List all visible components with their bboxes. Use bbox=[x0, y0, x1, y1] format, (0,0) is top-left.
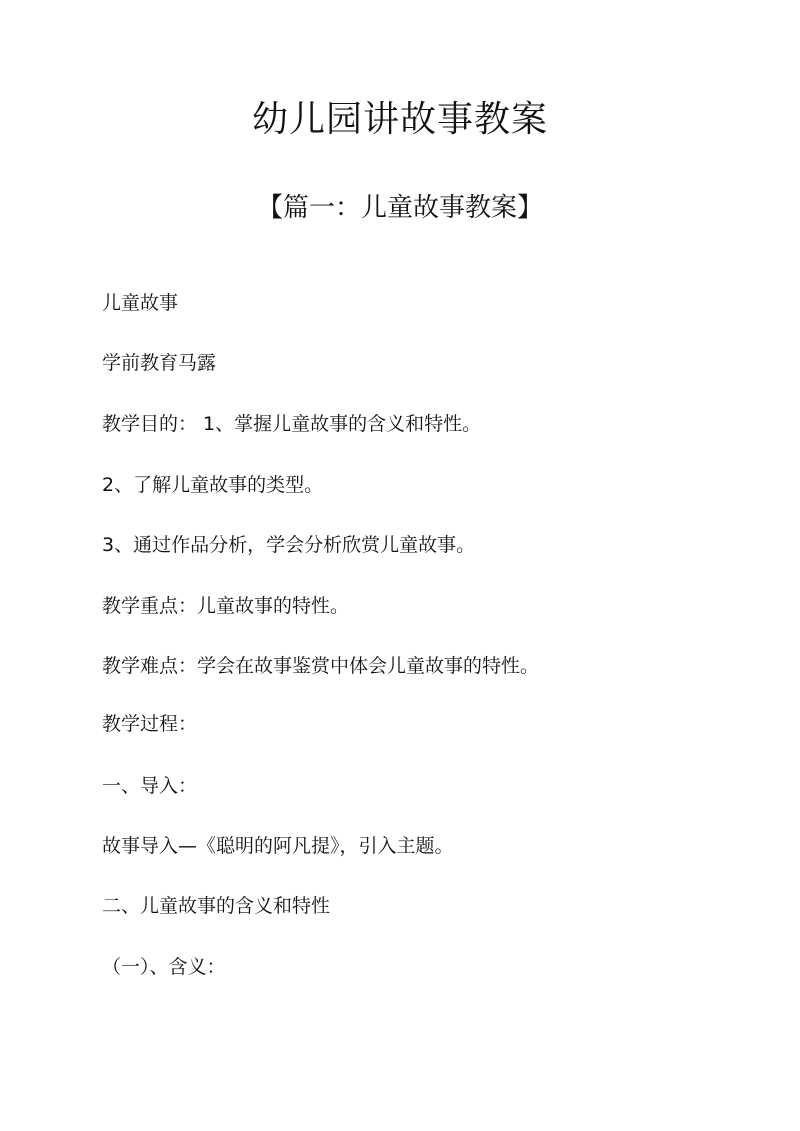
document-title: 幼儿园讲故事教案 bbox=[251, 99, 548, 140]
text-line-process: 教学过程： bbox=[102, 713, 198, 735]
text-line-difficulty: 教学难点：学会在故事鉴赏中体会儿童故事的特性。 bbox=[102, 655, 540, 677]
text-line-key-point: 教学重点：儿童故事的特性。 bbox=[102, 595, 350, 617]
section-heading: 【篇一：儿童故事教案】 bbox=[256, 193, 543, 223]
text-line-objective-2: 2、了解儿童故事的类型。 bbox=[102, 474, 324, 496]
text-line-author: 学前教育马露 bbox=[102, 352, 217, 374]
text-line-story: 儿童故事 bbox=[102, 292, 179, 314]
text-line-intro-heading: 一、导入： bbox=[102, 775, 198, 797]
text-line-intro-story: 故事导入—《聪明的阿凡提》，引入主题。 bbox=[102, 835, 454, 857]
text-line-meaning: （一）、含义： bbox=[102, 956, 226, 978]
text-line-section-two: 二、儿童故事的含义和特性 bbox=[102, 895, 331, 917]
text-line-objective-1: 教学目的： 1、掌握儿童故事的含义和特性。 bbox=[102, 413, 482, 435]
text-line-objective-3: 3、通过作品分析，学会分析欣赏儿童故事。 bbox=[102, 534, 476, 556]
